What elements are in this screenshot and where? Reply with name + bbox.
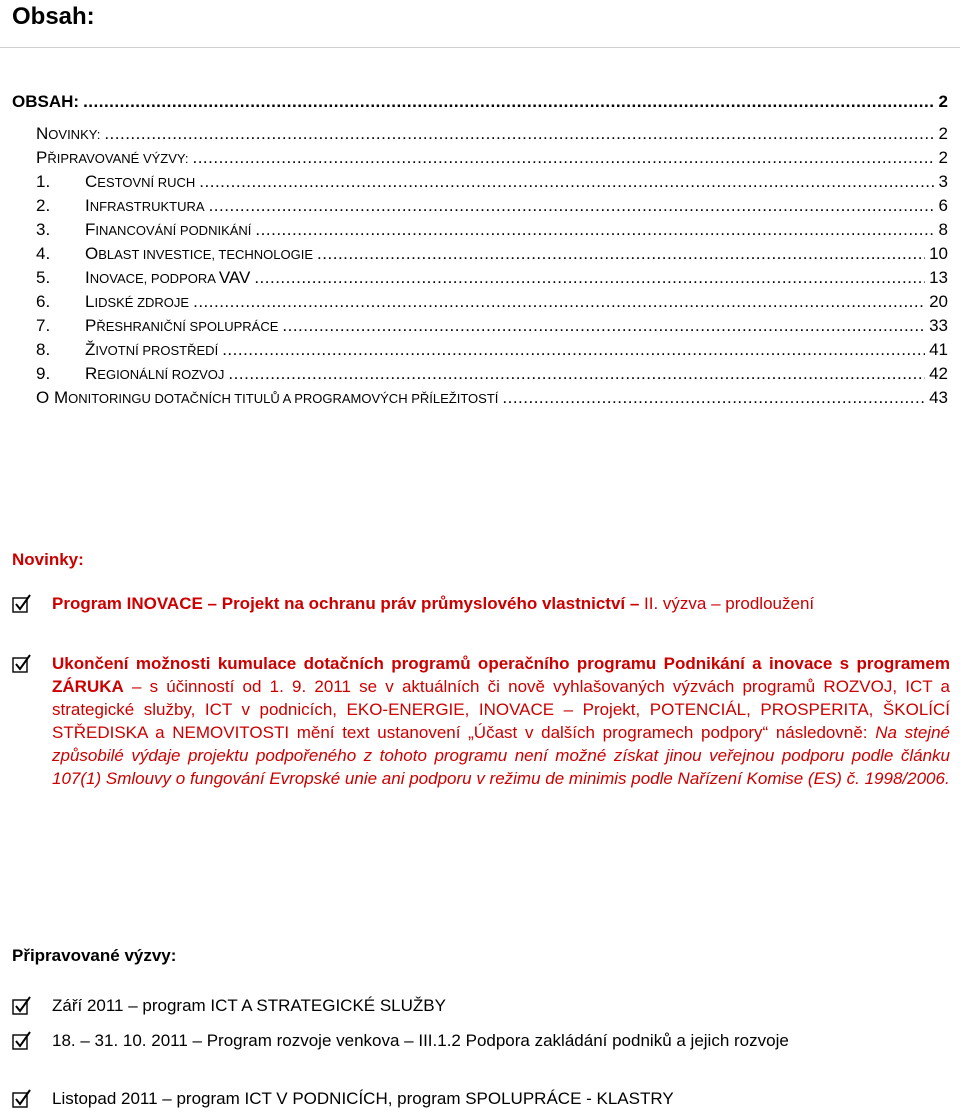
toc-page: 20 — [929, 292, 948, 311]
toc-label — [12, 268, 250, 288]
toc-title-initial: Ž — [85, 340, 96, 359]
toc-number: 8. — [36, 340, 51, 359]
toc-title-initial: N — [36, 124, 49, 143]
toc-title-rest: ONITORINGU DOTAČNÍCH TITULŮ A PROGRAMOVÝCH PŘÍLEŽITOSTÍ — [68, 391, 499, 406]
toc-leader — [254, 268, 925, 288]
toc-leader — [228, 364, 925, 384]
novinky-item-text — [52, 592, 950, 615]
checkbox-checked-icon — [12, 594, 32, 614]
toc-label — [12, 388, 498, 408]
toc-page: 6 — [938, 196, 948, 215]
toc-number: 9. — [36, 364, 51, 383]
toc-page: 33 — [929, 316, 948, 335]
pripravovane-heading: Připravované výzvy: — [12, 946, 177, 965]
toc-title-initial: I — [85, 268, 90, 287]
toc-number: 3. — [36, 220, 51, 239]
toc-page: 43 — [929, 388, 948, 407]
toc-line[interactable] — [12, 292, 948, 316]
toc-number: 2. — [36, 196, 51, 215]
toc-line[interactable] — [12, 148, 948, 172]
page-heading-bar — [0, 0, 960, 48]
pripravovane-item — [12, 994, 950, 1017]
toc-page: 2 — [938, 148, 948, 167]
toc-line[interactable] — [12, 244, 948, 268]
toc-leader — [192, 148, 934, 168]
toc-title-tail: VAV — [218, 268, 251, 287]
novinky-item — [12, 652, 950, 790]
toc-line[interactable] — [12, 364, 948, 388]
toc-line[interactable] — [12, 196, 948, 220]
toc-title-initial: C — [85, 172, 98, 191]
toc-page: 2 — [938, 92, 948, 111]
pripravovane-item-text: Listopad 2011 – program ICT V PODNICÍCH, program SPOLUPRÁCE - KLASTRY — [52, 1089, 674, 1108]
novinky-heading: Novinky: — [12, 550, 84, 569]
toc-title-rest: NFRASTRUKTURA — [89, 199, 205, 214]
pripravovane-item — [12, 1087, 950, 1110]
toc-title-rest: ESTOVNÍ RUCH — [97, 175, 196, 190]
checkbox-checked-icon — [12, 1031, 32, 1051]
toc-number: 6. — [36, 292, 51, 311]
toc-title-initial: L — [85, 292, 95, 311]
novinky-item-title[interactable]: Ukončení možnosti kumulace dotačních programů operačního programu Podnikání a inovace s programem ZÁRUKA — [52, 654, 950, 696]
toc-title-rest: OVINKY: — [48, 127, 101, 142]
toc-page: 13 — [929, 268, 948, 287]
toc-number: 4. — [36, 244, 51, 263]
toc-label — [12, 220, 251, 240]
toc-title-rest: ŘIPRAVOVANÉ VÝZVY: — [47, 151, 189, 166]
toc-label — [12, 244, 313, 264]
toc-leader — [502, 388, 925, 408]
novinky-item-title[interactable]: Program INOVACE – Projekt na ochranu práv průmyslového vlastnictví – — [52, 594, 640, 613]
page-heading: Obsah: — [12, 3, 95, 30]
toc-title-initial: P — [36, 148, 48, 167]
toc-leader — [193, 292, 925, 312]
toc-line[interactable] — [12, 316, 948, 340]
toc-leader — [317, 244, 925, 264]
novinky-item-text — [52, 652, 950, 790]
toc-page: 8 — [938, 220, 948, 239]
toc-number: 7. — [36, 316, 51, 335]
toc-title-initial: P — [85, 316, 97, 335]
toc-leader — [104, 124, 934, 144]
toc-line[interactable] — [12, 124, 948, 148]
toc-label — [12, 292, 189, 312]
toc-title-rest: NOVACE, PODPORA — [89, 271, 219, 286]
toc-title-rest: INANCOVÁNÍ PODNIKÁNÍ — [95, 223, 252, 238]
novinky-item — [12, 592, 950, 615]
toc-number: 5. — [36, 268, 51, 287]
toc-line[interactable] — [12, 268, 948, 292]
toc-lines — [12, 124, 948, 412]
toc-title-rest: EGIONÁLNÍ ROZVOJ — [97, 367, 225, 382]
toc-page: 42 — [929, 364, 948, 383]
toc-line[interactable] — [12, 172, 948, 196]
toc-label — [12, 196, 205, 216]
toc-title-rest: IDSKÉ ZDROJE — [94, 295, 190, 310]
toc-line-main[interactable] — [12, 92, 948, 116]
pripravovane-item-text: 18. – 31. 10. 2011 – Program rozvoje venkova – III.1.2 Podpora zakládání podniků a jejich rozvoje — [52, 1031, 789, 1050]
toc-label — [12, 340, 218, 360]
novinky-item-detail: – s účinností od 1. 9. 2011 se v aktuálních či nově vyhlašovaných výzvách programů ROZVOJ, ICT a strategické služby, ICT v podnicích, EKO-ENERGIE, INOVACE – Projekt, POTENCIÁL, PROSPERITA, ŠKOLÍCÍ STŘEDISKA a NEMOVITOSTI mění text ustanovení „Účast v dalších programech podpory“ následovně: — [52, 677, 950, 742]
checkbox-checked-icon — [12, 654, 32, 674]
toc-title-initial: I — [85, 196, 90, 215]
toc-title-rest: BLAST INVESTICE, TECHNOLOGIE — [98, 247, 314, 262]
toc-label: OBSAH: — [12, 92, 80, 111]
toc-label — [12, 364, 224, 384]
pripravovane-item — [12, 1029, 950, 1052]
toc-leader — [209, 196, 935, 216]
toc-leader — [282, 316, 925, 336]
toc-page: 3 — [938, 172, 948, 191]
table-of-contents — [12, 92, 948, 412]
toc-title-rest: ŘESHRANIČNÍ SPOLUPRÁCE — [96, 319, 279, 334]
toc-number: 1. — [36, 172, 51, 191]
pripravovane-item-text: Září 2011 – program ICT A STRATEGICKÉ SLUŽBY — [52, 996, 446, 1015]
toc-leader — [255, 220, 934, 240]
novinky-item-detail: II. výzva – prodloužení — [639, 594, 815, 613]
toc-leader — [222, 340, 925, 360]
toc-line[interactable] — [12, 340, 948, 364]
toc-line[interactable] — [12, 388, 948, 412]
toc-title-initial: R — [85, 364, 98, 383]
toc-title-initial: F — [85, 220, 96, 239]
toc-page: 2 — [938, 124, 948, 143]
toc-leader — [199, 172, 934, 192]
toc-title-initial: O M — [36, 388, 69, 407]
checkbox-checked-icon — [12, 996, 32, 1016]
toc-label — [12, 124, 100, 144]
novinky-item-quote: Na stejné způsobilé výdaje projektu podpořeného z tohoto programu není možné získat jinou veřejnou podporu podle článku 107(1) Smlouvy o fungování Evropské unie ani podporu v režimu de minimis podle Nařízení Komise (ES) č. 1998/2006. — [52, 723, 950, 788]
toc-page: 41 — [929, 340, 948, 359]
toc-leader — [83, 92, 934, 112]
toc-line[interactable] — [12, 220, 948, 244]
toc-title-initial: O — [85, 244, 99, 263]
toc-label — [12, 316, 278, 336]
checkbox-checked-icon — [12, 1089, 32, 1109]
toc-label — [12, 172, 195, 192]
toc-page: 10 — [929, 244, 948, 263]
toc-title-rest: IVOTNÍ PROSTŘEDÍ — [95, 343, 219, 358]
toc-label — [12, 148, 188, 168]
